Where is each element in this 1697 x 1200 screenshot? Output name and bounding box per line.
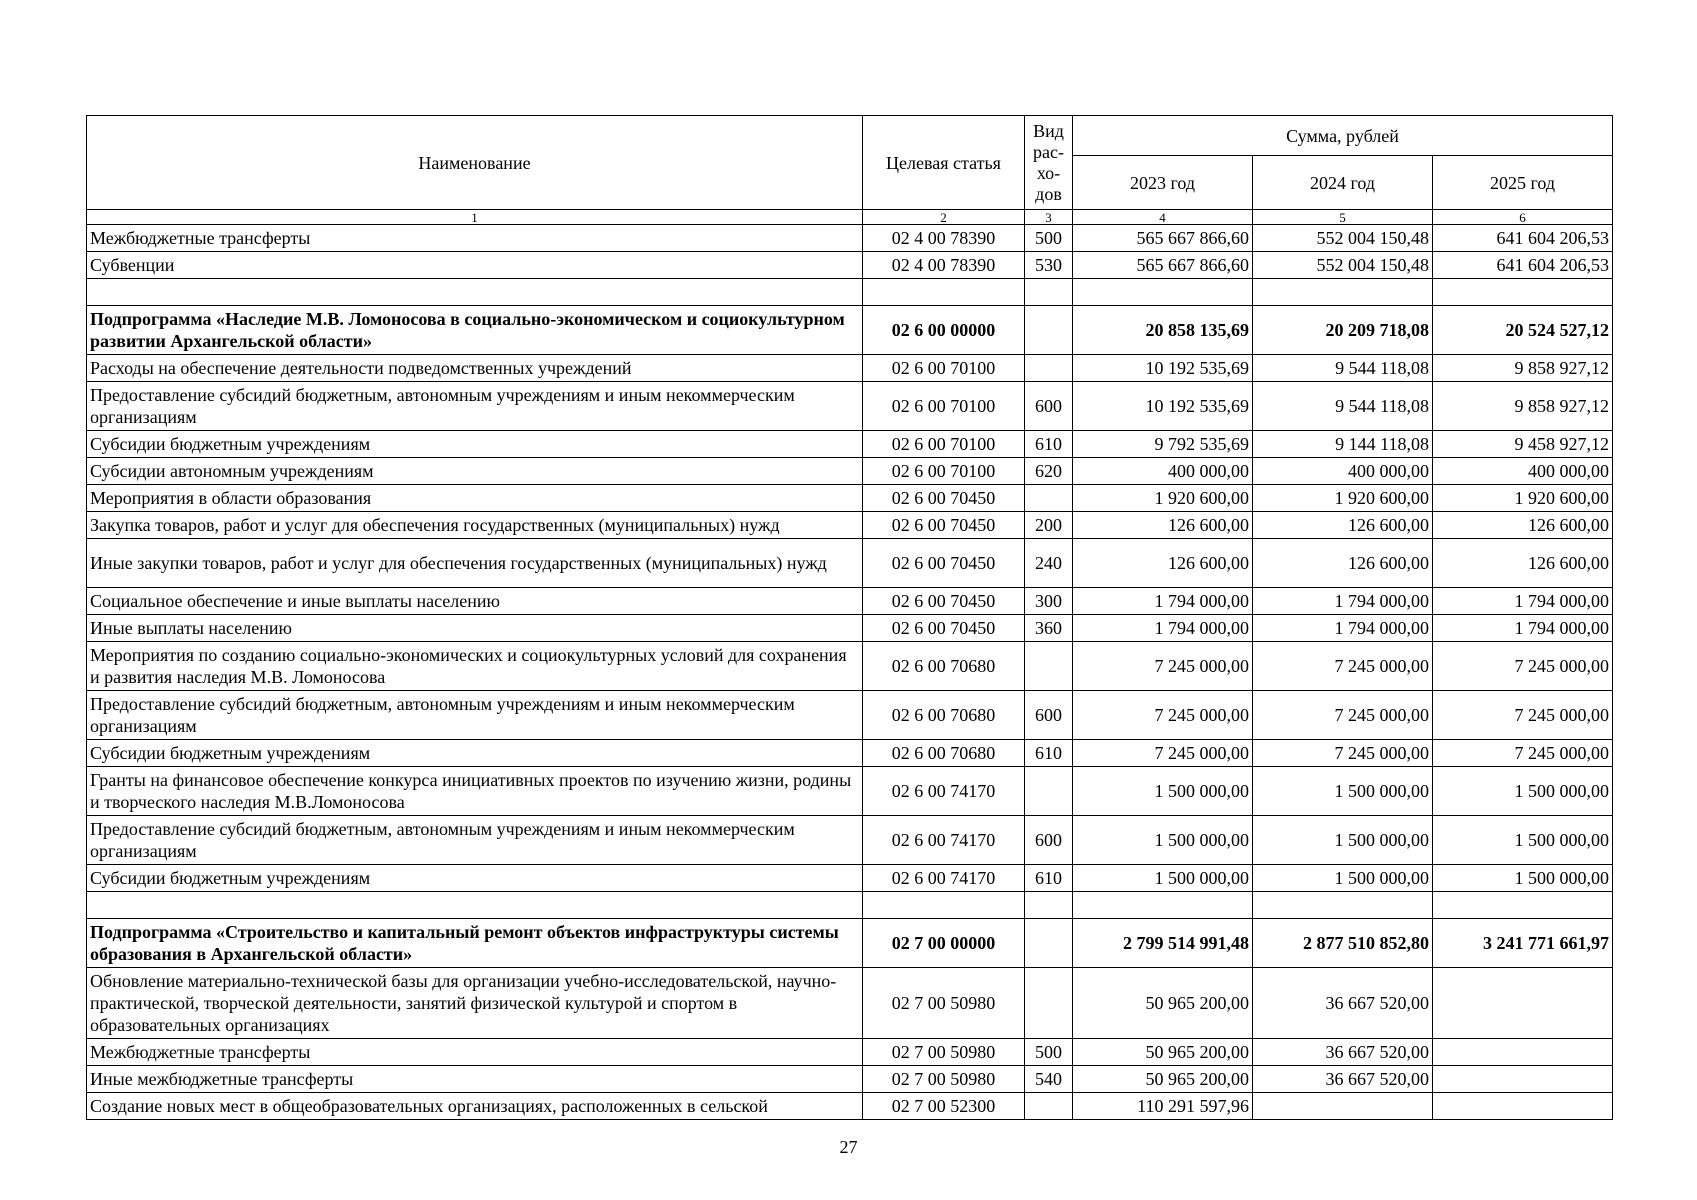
row-sum-2023: 50 965 200,00 [1073, 968, 1253, 1039]
header-year-2023: 2023 год [1073, 156, 1253, 210]
row-target-article: 02 6 00 70450 [863, 615, 1025, 642]
row-name: Иные выплаты населению [87, 615, 863, 642]
table-row [87, 1039, 1613, 1066]
row-target-article: 02 6 00 70450 [863, 588, 1025, 615]
column-number-2: 2 [863, 210, 1025, 225]
table-row [87, 252, 1613, 279]
row-sum-2024: 20 209 718,08 [1253, 306, 1433, 355]
row-sum-2025: 9 458 927,12 [1433, 431, 1613, 458]
table-row [87, 740, 1613, 767]
budget-table [86, 115, 1613, 1120]
row-name: Мероприятия в области образования [87, 485, 863, 512]
row-sum-2023: 9 792 535,69 [1073, 431, 1253, 458]
row-expense-type: 500 [1025, 1039, 1073, 1066]
row-sum-2023: 2 799 514 991,48 [1073, 919, 1253, 968]
row-sum-2024: 7 245 000,00 [1253, 642, 1433, 691]
row-sum-2024: 1 500 000,00 [1253, 865, 1433, 892]
row-target-article: 02 6 00 00000 [863, 306, 1025, 355]
row-expense-type: 300 [1025, 588, 1073, 615]
row-sum-2024: 552 004 150,48 [1253, 225, 1433, 252]
row-sum-2024: 2 877 510 852,80 [1253, 919, 1433, 968]
header-year-2024: 2024 год [1253, 156, 1433, 210]
table-row [87, 816, 1613, 865]
table-row [87, 458, 1613, 485]
table-row [87, 225, 1613, 252]
header-target-article: Целевая статья [863, 116, 1025, 210]
table-body [87, 225, 1613, 1120]
row-target-article: 02 6 00 70680 [863, 642, 1025, 691]
row-target-article: 02 7 00 00000 [863, 919, 1025, 968]
row-expense-type [1025, 306, 1073, 355]
table-row [87, 1066, 1613, 1093]
row-expense-type: 600 [1025, 382, 1073, 431]
row-name: Подпрограмма «Строительство и капитальный ремонт объектов инфраструктуры системы образования в Архангельской области» [87, 919, 863, 968]
row-expense-type [1025, 968, 1073, 1039]
table-row [87, 615, 1613, 642]
row-expense-type: 600 [1025, 816, 1073, 865]
row-expense-type: 240 [1025, 539, 1073, 588]
row-sum-2025: 7 245 000,00 [1433, 740, 1613, 767]
table-row [87, 431, 1613, 458]
row-sum-2023: 50 965 200,00 [1073, 1066, 1253, 1093]
row-sum-2023: 126 600,00 [1073, 539, 1253, 588]
row-sum-2025: 641 604 206,53 [1433, 252, 1613, 279]
table-row [87, 588, 1613, 615]
row-sum-2025: 126 600,00 [1433, 539, 1613, 588]
row-sum-2023: 10 192 535,69 [1073, 382, 1253, 431]
column-number-6: 6 [1433, 210, 1613, 225]
row-expense-type [1025, 279, 1073, 306]
row-sum-2024: 7 245 000,00 [1253, 691, 1433, 740]
row-target-article [863, 892, 1025, 919]
table-row [87, 1093, 1613, 1120]
column-number-4: 4 [1073, 210, 1253, 225]
row-expense-type: 610 [1025, 740, 1073, 767]
row-sum-2025 [1433, 279, 1613, 306]
row-name [87, 892, 863, 919]
row-expense-type [1025, 355, 1073, 382]
table-row [87, 968, 1613, 1039]
row-sum-2023: 20 858 135,69 [1073, 306, 1253, 355]
row-sum-2025: 9 858 927,12 [1433, 382, 1613, 431]
row-expense-type: 530 [1025, 252, 1073, 279]
row-sum-2025: 400 000,00 [1433, 458, 1613, 485]
row-sum-2024: 552 004 150,48 [1253, 252, 1433, 279]
row-sum-2023: 1 920 600,00 [1073, 485, 1253, 512]
row-target-article: 02 6 00 74170 [863, 767, 1025, 816]
row-expense-type [1025, 1093, 1073, 1120]
row-sum-2024: 1 500 000,00 [1253, 767, 1433, 816]
row-name: Иные межбюджетные трансферты [87, 1066, 863, 1093]
row-sum-2023: 110 291 597,96 [1073, 1093, 1253, 1120]
row-sum-2024: 400 000,00 [1253, 458, 1433, 485]
row-name: Межбюджетные трансферты [87, 225, 863, 252]
table-row [87, 892, 1613, 919]
row-expense-type: 540 [1025, 1066, 1073, 1093]
row-name: Предоставление субсидий бюджетным, автономным учреждениям и иным некоммерческим организациям [87, 691, 863, 740]
row-name: Создание новых мест в общеобразовательных организациях, расположенных в сельской [87, 1093, 863, 1120]
row-expense-type [1025, 919, 1073, 968]
row-name: Межбюджетные трансферты [87, 1039, 863, 1066]
row-target-article [863, 279, 1025, 306]
row-target-article: 02 6 00 70450 [863, 512, 1025, 539]
header-sum: Сумма, рублей [1073, 116, 1613, 156]
row-expense-type: 610 [1025, 865, 1073, 892]
row-name: Иные закупки товаров, работ и услуг для обеспечения государственных (муниципальных) нужд [87, 539, 863, 588]
row-sum-2023: 1 500 000,00 [1073, 865, 1253, 892]
row-sum-2024: 9 144 118,08 [1253, 431, 1433, 458]
row-name: Гранты на финансовое обеспечение конкурса инициативных проектов по изучению жизни, родины и творческого наследия М.В.Ломоносова [87, 767, 863, 816]
row-target-article: 02 6 00 70100 [863, 382, 1025, 431]
row-sum-2024: 1 920 600,00 [1253, 485, 1433, 512]
row-target-article: 02 6 00 70450 [863, 539, 1025, 588]
header-year-2025: 2025 год [1433, 156, 1613, 210]
row-sum-2024: 1 794 000,00 [1253, 588, 1433, 615]
row-target-article: 02 4 00 78390 [863, 252, 1025, 279]
row-sum-2023: 1 500 000,00 [1073, 767, 1253, 816]
row-sum-2023: 10 192 535,69 [1073, 355, 1253, 382]
row-sum-2025: 3 241 771 661,97 [1433, 919, 1613, 968]
row-name: Расходы на обеспечение деятельности подведомственных учреждений [87, 355, 863, 382]
table-row [87, 306, 1613, 355]
table-row [87, 642, 1613, 691]
table-row [87, 355, 1613, 382]
row-target-article: 02 6 00 74170 [863, 865, 1025, 892]
row-sum-2024: 7 245 000,00 [1253, 740, 1433, 767]
row-sum-2023: 7 245 000,00 [1073, 691, 1253, 740]
table-row [87, 865, 1613, 892]
row-sum-2023: 400 000,00 [1073, 458, 1253, 485]
row-target-article: 02 6 00 70680 [863, 740, 1025, 767]
row-name: Социальное обеспечение и иные выплаты населению [87, 588, 863, 615]
row-name: Предоставление субсидий бюджетным, автономным учреждениям и иным некоммерческим организациям [87, 816, 863, 865]
row-name: Мероприятия по созданию социально-экономических и социокультурных условий для сохранения и развития наследия М.В. Ломоносова [87, 642, 863, 691]
row-sum-2024: 9 544 118,08 [1253, 382, 1433, 431]
row-sum-2025: 7 245 000,00 [1433, 642, 1613, 691]
row-sum-2024: 36 667 520,00 [1253, 968, 1433, 1039]
row-sum-2024: 1 500 000,00 [1253, 816, 1433, 865]
table-row [87, 512, 1613, 539]
row-name: Обновление материально-технической базы для организации учебно-исследовательской, научно-практической, творческой деятельности, занятий физической культурой и спортом в образовательных организациях [87, 968, 863, 1039]
page-number: 27 [839, 1137, 858, 1157]
row-sum-2025: 20 524 527,12 [1433, 306, 1613, 355]
row-sum-2023: 565 667 866,60 [1073, 252, 1253, 279]
row-sum-2023: 50 965 200,00 [1073, 1039, 1253, 1066]
row-sum-2024: 9 544 118,08 [1253, 355, 1433, 382]
row-sum-2025: 7 245 000,00 [1433, 691, 1613, 740]
row-sum-2024: 126 600,00 [1253, 512, 1433, 539]
row-name: Подпрограмма «Наследие М.В. Ломоносова в социально-экономическом и социокультурном развитии Архангельской области» [87, 306, 863, 355]
row-sum-2025: 1 794 000,00 [1433, 588, 1613, 615]
row-target-article: 02 7 00 50980 [863, 1039, 1025, 1066]
row-sum-2025 [1433, 1039, 1613, 1066]
row-sum-2024 [1253, 892, 1433, 919]
row-expense-type [1025, 485, 1073, 512]
row-target-article: 02 4 00 78390 [863, 225, 1025, 252]
row-sum-2025: 9 858 927,12 [1433, 355, 1613, 382]
table-row [87, 279, 1613, 306]
row-sum-2024 [1253, 279, 1433, 306]
header-name: Наименование [87, 116, 863, 210]
row-target-article: 02 6 00 74170 [863, 816, 1025, 865]
row-name: Субсидии бюджетным учреждениям [87, 740, 863, 767]
row-expense-type [1025, 767, 1073, 816]
row-name: Закупка товаров, работ и услуг для обеспечения государственных (муниципальных) нужд [87, 512, 863, 539]
table-row [87, 382, 1613, 431]
row-expense-type: 360 [1025, 615, 1073, 642]
row-target-article: 02 7 00 50980 [863, 968, 1025, 1039]
table-row [87, 767, 1613, 816]
row-target-article: 02 6 00 70680 [863, 691, 1025, 740]
row-name: Субсидии бюджетным учреждениям [87, 865, 863, 892]
row-sum-2025: 1 920 600,00 [1433, 485, 1613, 512]
row-sum-2025 [1433, 892, 1613, 919]
row-sum-2025: 1 500 000,00 [1433, 767, 1613, 816]
row-sum-2023: 7 245 000,00 [1073, 740, 1253, 767]
row-sum-2025: 1 794 000,00 [1433, 615, 1613, 642]
row-sum-2025: 1 500 000,00 [1433, 816, 1613, 865]
row-name: Субвенции [87, 252, 863, 279]
row-sum-2023 [1073, 279, 1253, 306]
row-target-article: 02 7 00 52300 [863, 1093, 1025, 1120]
row-target-article: 02 6 00 70450 [863, 485, 1025, 512]
row-name: Субсидии автономным учреждениям [87, 458, 863, 485]
row-expense-type: 620 [1025, 458, 1073, 485]
row-sum-2024: 1 794 000,00 [1253, 615, 1433, 642]
row-sum-2025: 641 604 206,53 [1433, 225, 1613, 252]
row-sum-2025: 1 500 000,00 [1433, 865, 1613, 892]
table-row [87, 485, 1613, 512]
row-sum-2024 [1253, 1093, 1433, 1120]
row-target-article: 02 6 00 70100 [863, 458, 1025, 485]
row-name: Предоставление субсидий бюджетным, автономным учреждениям и иным некоммерческим организациям [87, 382, 863, 431]
row-expense-type: 200 [1025, 512, 1073, 539]
row-sum-2023: 565 667 866,60 [1073, 225, 1253, 252]
row-target-article: 02 7 00 50980 [863, 1066, 1025, 1093]
row-expense-type: 610 [1025, 431, 1073, 458]
row-target-article: 02 6 00 70100 [863, 431, 1025, 458]
column-number-3: 3 [1025, 210, 1073, 225]
row-sum-2023: 7 245 000,00 [1073, 642, 1253, 691]
row-sum-2023: 1 500 000,00 [1073, 816, 1253, 865]
row-sum-2024: 36 667 520,00 [1253, 1066, 1433, 1093]
row-sum-2024: 126 600,00 [1253, 539, 1433, 588]
row-name [87, 279, 863, 306]
column-number-5: 5 [1253, 210, 1433, 225]
header-expense-type: Вид рас- хо- дов [1025, 116, 1073, 210]
row-sum-2025: 126 600,00 [1433, 512, 1613, 539]
table-row [87, 919, 1613, 968]
row-sum-2025 [1433, 1093, 1613, 1120]
row-sum-2023: 1 794 000,00 [1073, 615, 1253, 642]
row-expense-type [1025, 892, 1073, 919]
row-name: Субсидии бюджетным учреждениям [87, 431, 863, 458]
table-row [87, 691, 1613, 740]
row-expense-type: 600 [1025, 691, 1073, 740]
row-expense-type: 500 [1025, 225, 1073, 252]
row-expense-type [1025, 642, 1073, 691]
column-number-1: 1 [87, 210, 863, 225]
row-target-article: 02 6 00 70100 [863, 355, 1025, 382]
row-sum-2025 [1433, 968, 1613, 1039]
row-sum-2024: 36 667 520,00 [1253, 1039, 1433, 1066]
row-sum-2025 [1433, 1066, 1613, 1093]
row-sum-2023: 1 794 000,00 [1073, 588, 1253, 615]
row-sum-2023 [1073, 892, 1253, 919]
table-row [87, 539, 1613, 588]
row-sum-2023: 126 600,00 [1073, 512, 1253, 539]
